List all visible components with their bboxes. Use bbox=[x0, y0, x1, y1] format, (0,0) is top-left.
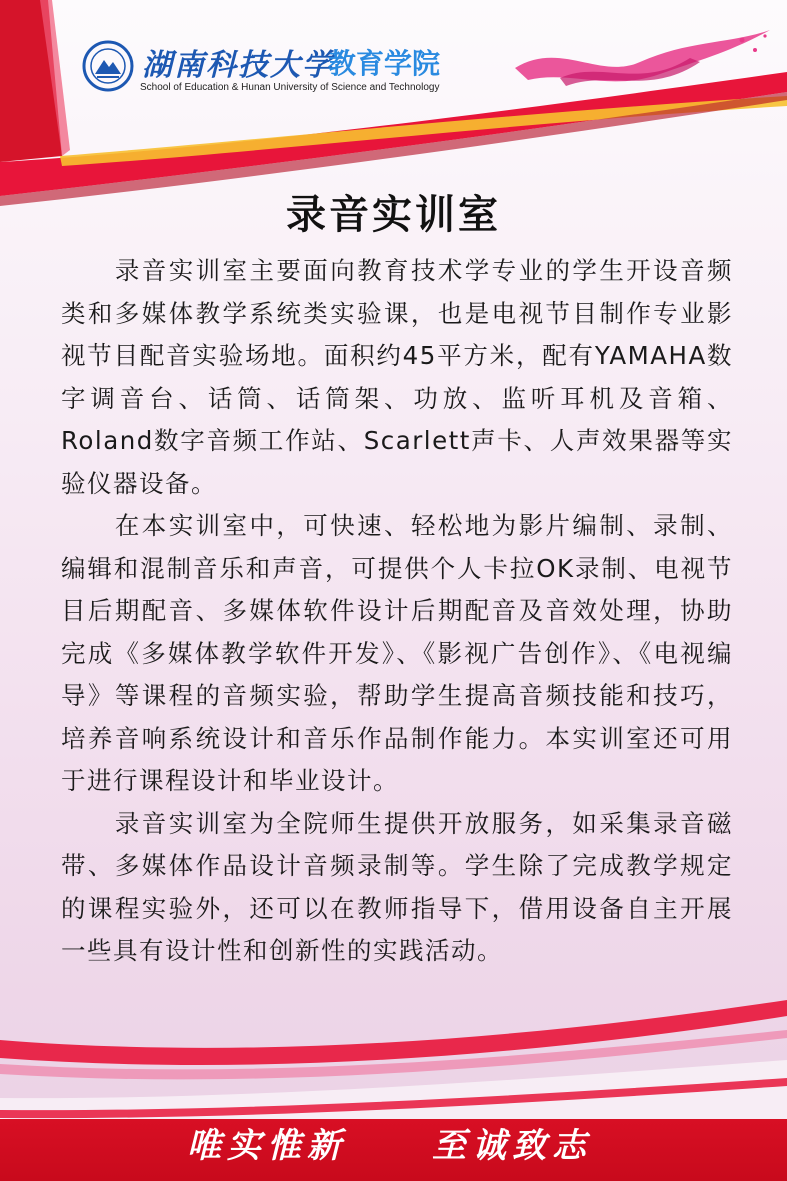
school-name: 教育学院 bbox=[328, 47, 441, 80]
motto-right: 至诚致志 bbox=[432, 1126, 592, 1166]
footer-band bbox=[0, 1119, 787, 1181]
paragraph: 录音实训室为全院师生提供开放服务，如采集录音磁带、多媒体作品设计音频录制等。学生除了完成教学规定的课程实验外，还可以在教师指导下，借用设备自主开展一些具有设计性和创新性的实践活动。 bbox=[61, 808, 733, 965]
description-body bbox=[61, 250, 733, 973]
motto-left: 唯实惟新 bbox=[187, 1126, 347, 1166]
page-title: 录音实训室 bbox=[286, 192, 501, 238]
school-name-english: School of Education & Hunan University of Science and Technology bbox=[140, 82, 440, 93]
university-seal-icon bbox=[82, 40, 134, 92]
header bbox=[82, 38, 542, 96]
university-name: 湖南科技大学 bbox=[142, 48, 334, 83]
paragraph: 在本实训室中，可快速、轻松地为影片编制、录制、编辑和混制音乐和声音，可提供个人卡拉OK录制、电视节目后期配音、多媒体软件设计后期配音及音效处理，协助完成《多媒体教学软件开发》、《影视广告创作》、《电视编导》等课程的音频实验，帮助学生提高音频技能和技巧，培养音响系统设计和音乐作品制作能力。本实训室还可用于进行课程设计和毕业设计。 bbox=[61, 511, 733, 795]
paragraph: 录音实训室主要面向教育技术学专业的学生开设音频类和多媒体教学系统类实验课，也是电视节目制作专业影视节目配音实验场地。面积约45平方米，配有YAMAHA数字调音台、话筒、话筒架、功放、监听耳机及音箱、Roland数字音频工作站、Scarlett声卡、人声效果器等实验仪器设备。 bbox=[61, 256, 733, 498]
